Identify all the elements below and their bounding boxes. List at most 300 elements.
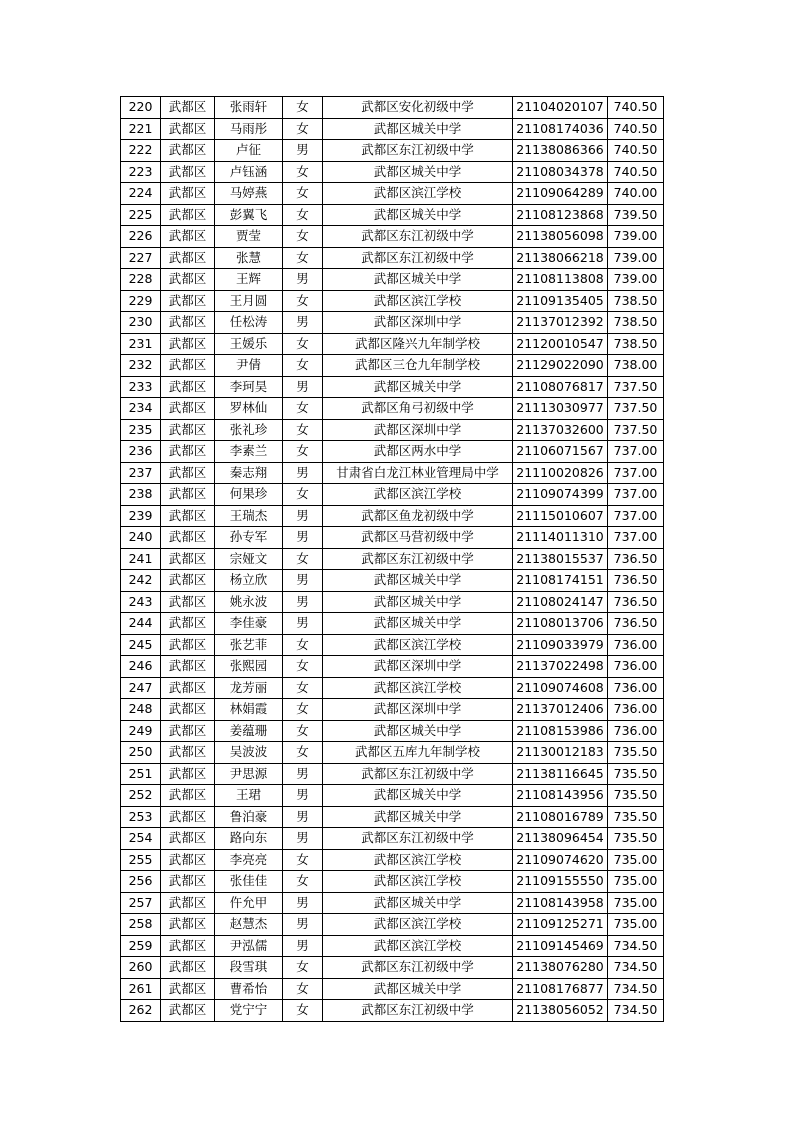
exam-id-cell: 21108174036	[513, 118, 608, 140]
student-name-cell: 罗林仙	[215, 398, 283, 420]
score-cell: 737.50	[608, 398, 664, 420]
table-row	[121, 548, 664, 570]
gender-cell: 女	[283, 484, 323, 506]
gender-cell: 男	[283, 505, 323, 527]
district-cell: 武都区	[161, 849, 215, 871]
gender-cell: 女	[283, 548, 323, 570]
gender-cell: 男	[283, 914, 323, 936]
rank-cell: 248	[121, 699, 161, 721]
district-cell: 武都区	[161, 548, 215, 570]
district-cell: 武都区	[161, 570, 215, 592]
school-cell: 武都区滨江学校	[323, 914, 513, 936]
table-row	[121, 484, 664, 506]
district-cell: 武都区	[161, 656, 215, 678]
gender-cell: 女	[283, 204, 323, 226]
rank-cell: 232	[121, 355, 161, 377]
school-cell: 武都区城关中学	[323, 570, 513, 592]
gender-cell: 女	[283, 742, 323, 764]
gender-cell: 女	[283, 871, 323, 893]
school-cell: 武都区东江初级中学	[323, 957, 513, 979]
gender-cell: 女	[283, 634, 323, 656]
table-row	[121, 1000, 664, 1022]
exam-id-cell: 21138076280	[513, 957, 608, 979]
district-cell: 武都区	[161, 484, 215, 506]
district-cell: 武都区	[161, 140, 215, 162]
exam-id-cell: 21109074608	[513, 677, 608, 699]
table-row	[121, 140, 664, 162]
rank-cell: 236	[121, 441, 161, 463]
table-row	[121, 871, 664, 893]
table-row	[121, 118, 664, 140]
score-table	[120, 96, 664, 1022]
rank-cell: 262	[121, 1000, 161, 1022]
rank-cell: 260	[121, 957, 161, 979]
student-name-cell: 姜蕴珊	[215, 720, 283, 742]
district-cell: 武都区	[161, 785, 215, 807]
student-name-cell: 王瑞杰	[215, 505, 283, 527]
student-name-cell: 仵允甲	[215, 892, 283, 914]
exam-id-cell: 21137012392	[513, 312, 608, 334]
student-name-cell: 龙芳丽	[215, 677, 283, 699]
rank-cell: 244	[121, 613, 161, 635]
exam-id-cell: 21108143958	[513, 892, 608, 914]
score-cell: 740.50	[608, 97, 664, 119]
school-cell: 武都区城关中学	[323, 118, 513, 140]
table-row	[121, 806, 664, 828]
school-cell: 武都区鱼龙初级中学	[323, 505, 513, 527]
rank-cell: 230	[121, 312, 161, 334]
table-row	[121, 978, 664, 1000]
score-cell: 735.50	[608, 785, 664, 807]
table-row	[121, 527, 664, 549]
score-cell: 737.50	[608, 419, 664, 441]
gender-cell: 女	[283, 290, 323, 312]
score-cell: 736.50	[608, 548, 664, 570]
table-row	[121, 290, 664, 312]
rank-cell: 250	[121, 742, 161, 764]
score-cell: 734.50	[608, 935, 664, 957]
district-cell: 武都区	[161, 935, 215, 957]
score-cell: 738.50	[608, 333, 664, 355]
exam-id-cell: 21109125271	[513, 914, 608, 936]
student-name-cell: 张佳佳	[215, 871, 283, 893]
student-name-cell: 党宁宁	[215, 1000, 283, 1022]
school-cell: 武都区东江初级中学	[323, 247, 513, 269]
rank-cell: 247	[121, 677, 161, 699]
exam-id-cell: 21137032600	[513, 419, 608, 441]
exam-id-cell: 21108034378	[513, 161, 608, 183]
gender-cell: 男	[283, 935, 323, 957]
student-name-cell: 路向东	[215, 828, 283, 850]
table-row	[121, 398, 664, 420]
student-name-cell: 李佳豪	[215, 613, 283, 635]
school-cell: 武都区深圳中学	[323, 656, 513, 678]
district-cell: 武都区	[161, 355, 215, 377]
score-cell: 736.50	[608, 591, 664, 613]
district-cell: 武都区	[161, 720, 215, 742]
rank-cell: 235	[121, 419, 161, 441]
table-row	[121, 957, 664, 979]
score-cell: 740.50	[608, 118, 664, 140]
student-name-cell: 张雨轩	[215, 97, 283, 119]
gender-cell: 女	[283, 849, 323, 871]
gender-cell: 男	[283, 892, 323, 914]
student-name-cell: 卢征	[215, 140, 283, 162]
rank-cell: 245	[121, 634, 161, 656]
school-cell: 武都区马营初级中学	[323, 527, 513, 549]
exam-id-cell: 21108123868	[513, 204, 608, 226]
gender-cell: 女	[283, 677, 323, 699]
student-name-cell: 彭翼飞	[215, 204, 283, 226]
exam-id-cell: 21115010607	[513, 505, 608, 527]
gender-cell: 女	[283, 398, 323, 420]
school-cell: 武都区深圳中学	[323, 419, 513, 441]
school-cell: 武都区滨江学校	[323, 677, 513, 699]
student-name-cell: 张慧	[215, 247, 283, 269]
score-cell: 739.00	[608, 226, 664, 248]
district-cell: 武都区	[161, 419, 215, 441]
score-cell: 736.50	[608, 613, 664, 635]
school-cell: 武都区东江初级中学	[323, 1000, 513, 1022]
score-cell: 737.00	[608, 484, 664, 506]
table-row	[121, 312, 664, 334]
gender-cell: 女	[283, 699, 323, 721]
gender-cell: 男	[283, 312, 323, 334]
exam-id-cell: 21138096454	[513, 828, 608, 850]
rank-cell: 227	[121, 247, 161, 269]
gender-cell: 女	[283, 355, 323, 377]
district-cell: 武都区	[161, 398, 215, 420]
table-row	[121, 505, 664, 527]
table-row	[121, 204, 664, 226]
table-row	[121, 462, 664, 484]
school-cell: 武都区深圳中学	[323, 699, 513, 721]
gender-cell: 女	[283, 978, 323, 1000]
exam-id-cell: 21108024147	[513, 591, 608, 613]
school-cell: 武都区城关中学	[323, 978, 513, 1000]
exam-id-cell: 21137012406	[513, 699, 608, 721]
school-cell: 武都区城关中学	[323, 613, 513, 635]
exam-id-cell: 21109155550	[513, 871, 608, 893]
student-name-cell: 马婷燕	[215, 183, 283, 205]
table-row	[121, 785, 664, 807]
rank-cell: 261	[121, 978, 161, 1000]
gender-cell: 女	[283, 226, 323, 248]
table-row	[121, 441, 664, 463]
exam-id-cell: 21129022090	[513, 355, 608, 377]
score-cell: 736.00	[608, 720, 664, 742]
table-row	[121, 419, 664, 441]
school-cell: 武都区城关中学	[323, 806, 513, 828]
rank-cell: 251	[121, 763, 161, 785]
rank-cell: 237	[121, 462, 161, 484]
exam-id-cell: 21138015537	[513, 548, 608, 570]
rank-cell: 224	[121, 183, 161, 205]
district-cell: 武都区	[161, 226, 215, 248]
gender-cell: 男	[283, 613, 323, 635]
exam-id-cell: 21108016789	[513, 806, 608, 828]
table-row	[121, 656, 664, 678]
exam-id-cell: 21130012183	[513, 742, 608, 764]
table-row	[121, 935, 664, 957]
rank-cell: 222	[121, 140, 161, 162]
exam-id-cell: 21108174151	[513, 570, 608, 592]
exam-id-cell: 21138116645	[513, 763, 608, 785]
table-row	[121, 183, 664, 205]
school-cell: 武都区三仓九年制学校	[323, 355, 513, 377]
school-cell: 武都区深圳中学	[323, 312, 513, 334]
student-name-cell: 张熙园	[215, 656, 283, 678]
student-name-cell: 马雨彤	[215, 118, 283, 140]
school-cell: 武都区城关中学	[323, 720, 513, 742]
gender-cell: 女	[283, 441, 323, 463]
student-name-cell: 赵慧杰	[215, 914, 283, 936]
score-cell: 735.50	[608, 828, 664, 850]
exam-id-cell: 21109064289	[513, 183, 608, 205]
score-cell: 735.00	[608, 849, 664, 871]
gender-cell: 女	[283, 183, 323, 205]
table-row	[121, 849, 664, 871]
rank-cell: 220	[121, 97, 161, 119]
exam-id-cell: 21108113808	[513, 269, 608, 291]
district-cell: 武都区	[161, 978, 215, 1000]
score-cell: 737.50	[608, 376, 664, 398]
table-row	[121, 376, 664, 398]
school-cell: 武都区城关中学	[323, 269, 513, 291]
rank-cell: 258	[121, 914, 161, 936]
student-name-cell: 李珂昊	[215, 376, 283, 398]
district-cell: 武都区	[161, 957, 215, 979]
table-row	[121, 355, 664, 377]
score-cell: 739.50	[608, 204, 664, 226]
student-name-cell: 张艺菲	[215, 634, 283, 656]
district-cell: 武都区	[161, 247, 215, 269]
student-name-cell: 杨立欣	[215, 570, 283, 592]
table-row	[121, 720, 664, 742]
score-cell: 740.50	[608, 140, 664, 162]
rank-cell: 242	[121, 570, 161, 592]
school-cell: 武都区城关中学	[323, 161, 513, 183]
exam-id-cell: 21138056052	[513, 1000, 608, 1022]
school-cell: 武都区城关中学	[323, 892, 513, 914]
school-cell: 武都区滨江学校	[323, 871, 513, 893]
score-cell: 738.00	[608, 355, 664, 377]
score-cell: 736.00	[608, 634, 664, 656]
table-row	[121, 828, 664, 850]
score-cell: 739.00	[608, 247, 664, 269]
school-cell: 甘肃省白龙江林业管理局中学	[323, 462, 513, 484]
district-cell: 武都区	[161, 312, 215, 334]
gender-cell: 女	[283, 118, 323, 140]
school-cell: 武都区城关中学	[323, 204, 513, 226]
score-cell: 734.50	[608, 1000, 664, 1022]
student-name-cell: 何果珍	[215, 484, 283, 506]
rank-cell: 228	[121, 269, 161, 291]
table-row	[121, 570, 664, 592]
gender-cell: 男	[283, 806, 323, 828]
gender-cell: 女	[283, 1000, 323, 1022]
student-name-cell: 鲁泊豪	[215, 806, 283, 828]
rank-cell: 225	[121, 204, 161, 226]
rank-cell: 246	[121, 656, 161, 678]
school-cell: 武都区东江初级中学	[323, 140, 513, 162]
student-name-cell: 尹泓儒	[215, 935, 283, 957]
exam-id-cell: 21113030977	[513, 398, 608, 420]
score-cell: 735.00	[608, 871, 664, 893]
table-row	[121, 634, 664, 656]
rank-cell: 253	[121, 806, 161, 828]
district-cell: 武都区	[161, 914, 215, 936]
student-name-cell: 宗娅文	[215, 548, 283, 570]
district-cell: 武都区	[161, 527, 215, 549]
district-cell: 武都区	[161, 204, 215, 226]
rank-cell: 223	[121, 161, 161, 183]
gender-cell: 男	[283, 376, 323, 398]
score-table-body	[121, 97, 664, 1022]
school-cell: 武都区城关中学	[323, 376, 513, 398]
score-cell: 737.00	[608, 505, 664, 527]
score-cell: 736.00	[608, 656, 664, 678]
gender-cell: 女	[283, 419, 323, 441]
district-cell: 武都区	[161, 892, 215, 914]
rank-cell: 226	[121, 226, 161, 248]
gender-cell: 女	[283, 161, 323, 183]
school-cell: 武都区城关中学	[323, 591, 513, 613]
student-name-cell: 孙专军	[215, 527, 283, 549]
school-cell: 武都区隆兴九年制学校	[323, 333, 513, 355]
gender-cell: 男	[283, 462, 323, 484]
school-cell: 武都区东江初级中学	[323, 763, 513, 785]
district-cell: 武都区	[161, 183, 215, 205]
table-row	[121, 742, 664, 764]
gender-cell: 女	[283, 247, 323, 269]
district-cell: 武都区	[161, 462, 215, 484]
district-cell: 武都区	[161, 161, 215, 183]
table-row	[121, 333, 664, 355]
gender-cell: 男	[283, 785, 323, 807]
district-cell: 武都区	[161, 591, 215, 613]
table-row	[121, 677, 664, 699]
exam-id-cell: 21108013706	[513, 613, 608, 635]
rank-cell: 221	[121, 118, 161, 140]
school-cell: 武都区滨江学校	[323, 290, 513, 312]
exam-id-cell: 21108176877	[513, 978, 608, 1000]
school-cell: 武都区东江初级中学	[323, 226, 513, 248]
rank-cell: 234	[121, 398, 161, 420]
score-cell: 735.00	[608, 892, 664, 914]
table-row	[121, 892, 664, 914]
student-name-cell: 卢钰涵	[215, 161, 283, 183]
school-cell: 武都区滨江学校	[323, 935, 513, 957]
exam-id-cell: 21109135405	[513, 290, 608, 312]
rank-cell: 252	[121, 785, 161, 807]
exam-id-cell: 21108143956	[513, 785, 608, 807]
exam-id-cell: 21106071567	[513, 441, 608, 463]
score-cell: 734.50	[608, 978, 664, 1000]
score-cell: 737.00	[608, 527, 664, 549]
exam-id-cell: 21138056098	[513, 226, 608, 248]
exam-id-cell: 21138086366	[513, 140, 608, 162]
student-name-cell: 贾莹	[215, 226, 283, 248]
district-cell: 武都区	[161, 613, 215, 635]
district-cell: 武都区	[161, 1000, 215, 1022]
district-cell: 武都区	[161, 699, 215, 721]
table-row	[121, 97, 664, 119]
student-name-cell: 段雪琪	[215, 957, 283, 979]
rank-cell: 240	[121, 527, 161, 549]
student-name-cell: 王月圆	[215, 290, 283, 312]
district-cell: 武都区	[161, 871, 215, 893]
exam-id-cell: 21109033979	[513, 634, 608, 656]
gender-cell: 女	[283, 957, 323, 979]
rank-cell: 255	[121, 849, 161, 871]
gender-cell: 男	[283, 570, 323, 592]
gender-cell: 男	[283, 527, 323, 549]
rank-cell: 241	[121, 548, 161, 570]
student-name-cell: 吴波波	[215, 742, 283, 764]
district-cell: 武都区	[161, 505, 215, 527]
school-cell: 武都区滨江学校	[323, 634, 513, 656]
table-row	[121, 914, 664, 936]
district-cell: 武都区	[161, 333, 215, 355]
school-cell: 武都区安化初级中学	[323, 97, 513, 119]
exam-id-cell: 21104020107	[513, 97, 608, 119]
rank-cell: 243	[121, 591, 161, 613]
gender-cell: 女	[283, 656, 323, 678]
gender-cell: 男	[283, 828, 323, 850]
score-cell: 736.50	[608, 570, 664, 592]
exam-id-cell: 21137022498	[513, 656, 608, 678]
school-cell: 武都区角弓初级中学	[323, 398, 513, 420]
gender-cell: 男	[283, 763, 323, 785]
table-row	[121, 699, 664, 721]
student-name-cell: 尹倩	[215, 355, 283, 377]
district-cell: 武都区	[161, 677, 215, 699]
gender-cell: 男	[283, 591, 323, 613]
district-cell: 武都区	[161, 441, 215, 463]
score-list-sheet	[120, 96, 663, 1022]
district-cell: 武都区	[161, 806, 215, 828]
score-cell: 740.00	[608, 183, 664, 205]
student-name-cell: 林娟霞	[215, 699, 283, 721]
student-name-cell: 姚永波	[215, 591, 283, 613]
exam-id-cell: 21108153986	[513, 720, 608, 742]
student-name-cell: 任松涛	[215, 312, 283, 334]
exam-id-cell: 21109074399	[513, 484, 608, 506]
score-cell: 735.50	[608, 806, 664, 828]
table-row	[121, 763, 664, 785]
student-name-cell: 张礼珍	[215, 419, 283, 441]
student-name-cell: 王辉	[215, 269, 283, 291]
exam-id-cell: 21110020826	[513, 462, 608, 484]
table-row	[121, 591, 664, 613]
district-cell: 武都区	[161, 269, 215, 291]
district-cell: 武都区	[161, 763, 215, 785]
student-name-cell: 尹思源	[215, 763, 283, 785]
exam-id-cell: 21109145469	[513, 935, 608, 957]
exam-id-cell: 21120010547	[513, 333, 608, 355]
score-cell: 736.00	[608, 699, 664, 721]
school-cell: 武都区五库九年制学校	[323, 742, 513, 764]
rank-cell: 259	[121, 935, 161, 957]
table-row	[121, 247, 664, 269]
table-row	[121, 613, 664, 635]
school-cell: 武都区东江初级中学	[323, 828, 513, 850]
score-cell: 737.00	[608, 441, 664, 463]
score-cell: 738.50	[608, 290, 664, 312]
student-name-cell: 李素兰	[215, 441, 283, 463]
rank-cell: 256	[121, 871, 161, 893]
